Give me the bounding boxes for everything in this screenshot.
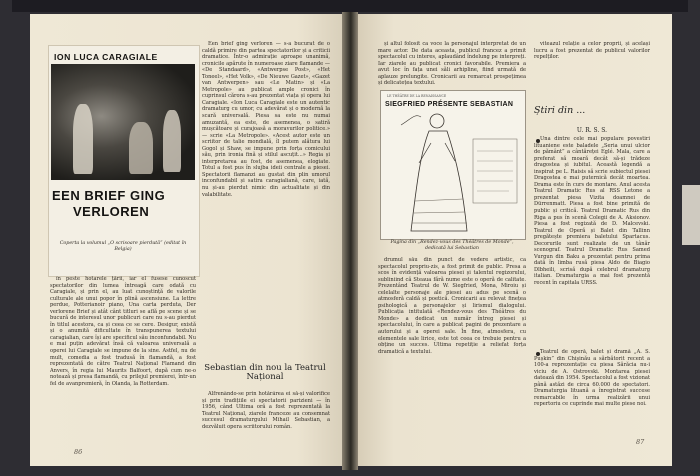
book-spine bbox=[342, 12, 358, 470]
news-text-block bbox=[534, 136, 650, 346]
poster-caption: Pagina din „Rendez-vous des Théâtres de Monde”, dedicată lui Sebastian bbox=[390, 240, 514, 251]
cover-title-line1: EEN BRIEF GING bbox=[52, 188, 166, 203]
photo-figure-right bbox=[163, 110, 181, 172]
cover-author: ION LUCA CARAGIALE bbox=[54, 52, 158, 62]
cover-title-line2: VERLOREN bbox=[73, 204, 150, 219]
cover-caption: Coperta la volumul „O scrisoare pierdută” (editat în Belgia) bbox=[59, 241, 187, 252]
left-col-b-paragraph: Een brief ging verloren — s-a bucurat de o caldă primire din partea spectatorilor și a criticii dramatice. Într-o admirație aproape unanimă, cronicile apărute în numeroase ziare flamande — «De Standaard», «Antwerpse Post», «Het Toneel», «Het Volk», «De Nieuwe Gazet», «Gazet van Antwerpen» sau «Le Matin» și «La Metropole» au publicat ample cronici în cuprinsul cărora s-au prezentat viața și opera lui Caragiale. «Ion Luca Caragiale este un autentic dramaturg cu umor, cu adevărat și o modernă la scară universală. Piesa sa este nu numai amuzantă, ea este, de asemenea, o satiră mușcătoare și curajoasă a moravurilor politice.» — scrie «La Metropole». «Acest autor este un scriitor de talie mondială, îl putem alătura lui Gogol și Shaw, se impune prin forța comicului său, prin ironia fină și stilul ascuțit...» Regia și interpretarea au fost, de asemenea, elogiate. Totul a fost pus în slujba ideii centrale a piesei. Spectatorii flamanzi au gustat din plin umorul inconfundabil și satira caragialiană, care, iată, nu și-au pierdut nimic din actualitate și din valabilitate. bbox=[202, 41, 330, 198]
left-column-b-text bbox=[202, 41, 330, 355]
cover-photo bbox=[51, 64, 195, 180]
poster-title: SIEGFRIED PRÉSENTE SEBASTIAN bbox=[385, 101, 514, 108]
section-heading-sebastian: Sebastian din nou la Teatrul Național bbox=[204, 363, 326, 382]
left-col-b-bottom-paragraph: Alfrenândo-se prin hotărârea ei să-și valorifice și prin tradițiile ei spectatorii parizieni — în 1956, când Ultima oră a fost reprezentată la Teatrul Național, ziarele franceze au consemnat succesul dramaturgului Mihail Sebastian, a dezvăluit opera scriitorului român. bbox=[202, 391, 330, 430]
page-edge-tab bbox=[682, 185, 700, 245]
book-cover-figure bbox=[48, 45, 200, 277]
right-col-a-bottom-paragraph: drumul său din punct de vedere artistic, ca spectacolul propriu-zis, a fost primit de public. Presa a scos în evidență valoarea piesei și talentul regizorului, subliniind că Steaua fără nume este o operă de calitate. Prezentând Teatrul de W. Siegfried, Mona, Miroiu și celelalte personaje ale piesei au adus pe scenă o atmosferă caldă și poetică. Cronicarii au relevat finețea psihologică a personajelor și lirismul dialogului. Publicația intitulată «Rendez-vous des Théâtres du Monde» a dedicat un număr întreg piesei și spectacolului, în care a publicat pagini de prezentare a autorului și a operei sale. În fine, atmosfera, cu elementele sale lirice, este tot ceea ce trebuie pentru a obține un succes. Ultima repetiție a reliefat forța dramatică a textului. bbox=[378, 257, 526, 355]
right-page bbox=[356, 14, 672, 466]
right-col-a-top-paragraph: și altul folosit ca voce la personajul interpretat de un mare actor. De data aceasta, publicul francez a primit spectacolul cu interes, aplaudând îndelung pe interpreți. Iar ziarele au publicat cronici favorabile. Premiera a avut loc în fața unei săli arhipline, fiind urmată de aplauze prelungite. Cronicarii au remarcat prospețimea și delicatețea textului. bbox=[378, 41, 526, 87]
right-col-b-top-paragraph: viteazul relație a celor proprii, și același lucru a fost prezentat de publicul valorilor repelților. bbox=[534, 41, 650, 61]
book-top-edge bbox=[12, 0, 688, 12]
poster-top-line: LE THÉÂTRE DE LA RENAISSANCE bbox=[387, 94, 447, 98]
news-text-block-2 bbox=[534, 349, 650, 449]
right-column-a-bottom bbox=[378, 257, 526, 453]
photo-figure-center bbox=[129, 122, 153, 174]
news-subheading: U. R. S. S. bbox=[576, 127, 608, 134]
right-page-number: 87 bbox=[636, 438, 645, 446]
left-column-b-bottom bbox=[202, 391, 330, 447]
news-heading: Știri din ... bbox=[534, 105, 586, 116]
news-paragraph-1: Una dintre cele mai populare povestiri lituaniene este baladele „Seria unui ulcior de pământ” a cântăreței Eglé. Mala, care a preferat să moară decât să-și trădeze dragostea și iubitul. Această legendă a inspirat pe L. Raisis să scrie subiectul piesei Dragostea e mai puternică decât moartea. Drama este în curs de montare. Anul acesta Teatrul Dramatic Rus al RSS Letone a prezentat piesa Vizita doamnei de Dürrenmatt. Piesa a fost bine primită de public și critică. Teatrul Dramatic Rus din Riga a pus în scenă Colegii de A. Aksionov. Piesa a fost regizată de D. Malcevski. Teatrul de Operă și Balet din Tallinn pregătește premiera baletului Spartacus. Decorurile sunt realizate de un tânăr scenograf. Teatrul Dramatic Rus Samed Vurgun din Baku a prezentat pentru prima dată în limba rusă piesa Aldo de Biagio Dlbheili, scrisă după celebrul dramaturg italian. Dramaturgia a mai fost prezentă recent în capitala URSS. bbox=[534, 136, 650, 287]
news-paragraph-2: Teatrul de operă, balet și dramă „A. S. Pușkin” din Chișinău a sărbătorit recent a 100-a reprezentație cu piesa Sărăcia nu-i viciu de A. Ostrovski. Montarea piesei datează din 1954. Spectacolul a fost vizionat până astăzi de circa 60.000 de spectatori. Dramaturgia lituană a înregistrat succese remarcabile în urma realizării unui repertoriu ce cuprinde mai multe piese noi. bbox=[534, 349, 650, 408]
left-col-a-paragraph: în peste hotarele țării, iar el fusese cunoscut spectatorilor din lumea întreagă care odată cu Caragiale, și prin el, au luat cunoștință de valorile culturale ale unui popor în plină ascensiune. La lettre perdue, Potterianoir piano, Una carta perduta, Der verlorene Brief și atât cânt titluri se află pe scene și se bucură de interesul unor publicuri care nu s-au pierdut în titlul acestora, ca și ceea ce se cere. Desigur, există și o anumită dificultate în transpunerea textului caragialian, care își are specificul său inconfundabil. Nu e mai puțin adevărat însă că valoarea universală a operei lui Caragiale se impune de la sine. Astfel, nu de mult, comedia a fost tradusă în flamandă, a fost reprezentată de către Teatrul Național Flamand din Anvers, în regia lui Maurits Balfoort, după cum ne-o notează și presa flamandă, cu prilejul premierei, într-un fel de avanpremieră, în Olanda, la Rotterdam. bbox=[50, 276, 196, 387]
poster-figure bbox=[380, 90, 526, 240]
right-column-a-top bbox=[378, 41, 526, 87]
photo-figure-left bbox=[73, 104, 93, 174]
left-column-a-text bbox=[50, 276, 196, 436]
left-page-number: 86 bbox=[74, 448, 83, 456]
poster-sketch-illustration bbox=[381, 91, 525, 239]
left-page bbox=[30, 14, 344, 466]
right-column-b-top bbox=[534, 41, 650, 79]
